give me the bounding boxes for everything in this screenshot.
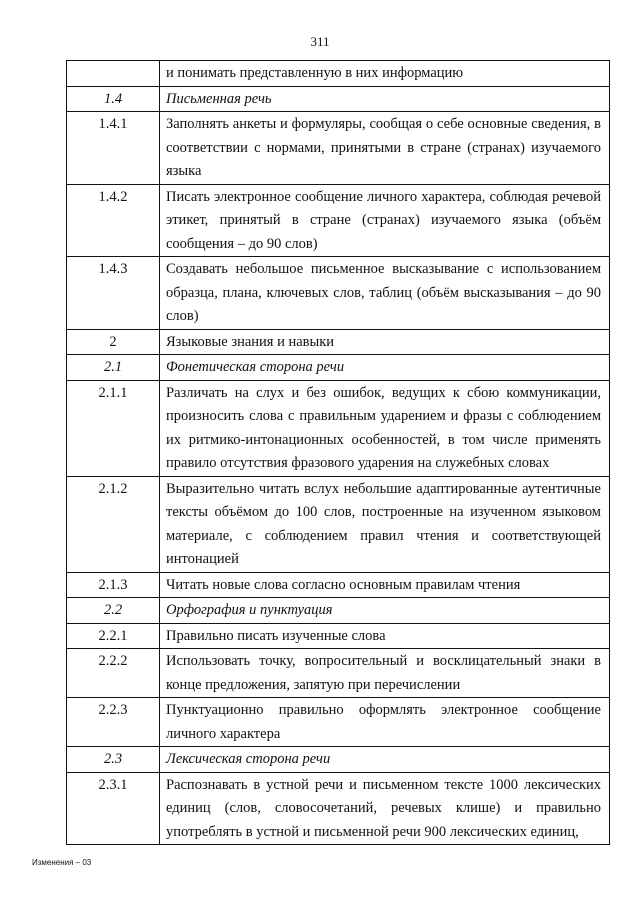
table-row <box>67 380 610 476</box>
table-row <box>67 698 610 747</box>
row-code-cell: 1.4 <box>67 86 160 112</box>
section-heading-cell: Фонетическая сторона речи <box>160 355 610 381</box>
footer-revision-note: Изменения – 03 <box>32 858 92 867</box>
row-text-cell: Распознавать в устной речи и письменном тексте 1000 лексических единиц (слов, словосочетаний, речевых клише) и правильно употреблять в устной и письменной речи 900 лексических единиц, <box>160 772 610 845</box>
row-code-cell: 1.4.3 <box>67 257 160 330</box>
table-row <box>67 476 610 572</box>
page-number: 311 <box>310 34 330 49</box>
row-code-cell: 2.3.1 <box>67 772 160 845</box>
row-text-cell: Использовать точку, вопросительный и восклицательный знаки в конце предложения, запятую при перечислении <box>160 649 610 698</box>
table-body <box>67 61 610 845</box>
row-text-cell: Выразительно читать вслух небольшие адаптированные аутентичные тексты объёмом до 100 слов, построенные на изученном языковом материале, с соблюдением правил чтения и соответствующей интонацией <box>160 476 610 572</box>
row-code-cell: 1.4.1 <box>67 112 160 185</box>
row-text-cell: Правильно писать изученные слова <box>160 623 610 649</box>
row-text-cell: Языковые знания и навыки <box>160 329 610 355</box>
row-text-cell: Заполнять анкеты и формуляры, сообщая о себе основные сведения, в соответствии с нормами, принятыми в стране (странах) изучаемого языка <box>160 112 610 185</box>
table-row <box>67 772 610 845</box>
table-row <box>67 623 610 649</box>
row-text-cell: Создавать небольшое письменное высказывание с использованием образца, плана, ключевых слов, таблиц (объём высказывания – до 90 слов) <box>160 257 610 330</box>
table-row <box>67 184 610 257</box>
row-code-cell: 2.3 <box>67 747 160 773</box>
row-code-cell <box>67 61 160 87</box>
row-code-cell: 2.1 <box>67 355 160 381</box>
row-code-cell: 2.2.2 <box>67 649 160 698</box>
row-code-cell: 2.2.1 <box>67 623 160 649</box>
row-code-cell: 2.1.1 <box>67 380 160 476</box>
table-row <box>67 257 610 330</box>
table-row <box>67 355 610 381</box>
row-code-cell: 2.2 <box>67 598 160 624</box>
row-text-cell: Писать электронное сообщение личного характера, соблюдая речевой этикет, принятый в стране (странах) изучаемого языка (объём сообщения – до 90 слов) <box>160 184 610 257</box>
table-row <box>67 329 610 355</box>
table-row <box>67 86 610 112</box>
table-row <box>67 649 610 698</box>
table-row <box>67 747 610 773</box>
curriculum-table <box>66 60 610 845</box>
table-row <box>67 572 610 598</box>
row-code-cell: 2 <box>67 329 160 355</box>
section-heading-cell: Лексическая сторона речи <box>160 747 610 773</box>
row-code-cell: 2.1.3 <box>67 572 160 598</box>
row-code-cell: 1.4.2 <box>67 184 160 257</box>
row-code-cell: 2.1.2 <box>67 476 160 572</box>
table-row <box>67 112 610 185</box>
table-row <box>67 598 610 624</box>
table-row <box>67 61 610 87</box>
row-text-cell: Читать новые слова согласно основным правилам чтения <box>160 572 610 598</box>
row-code-cell: 2.2.3 <box>67 698 160 747</box>
row-text-cell: Различать на слух и без ошибок, ведущих к сбою коммуникации, произносить слова с правильным ударением и фразы с соблюдением их ритмико-интонационных особенностей, в том числе применять правило отсутствия фразового ударения на служебных словах <box>160 380 610 476</box>
section-heading-cell: Орфография и пунктуация <box>160 598 610 624</box>
row-text-cell: и понимать представленную в них информацию <box>160 61 610 87</box>
row-text-cell: Пунктуационно правильно оформлять электронное сообщение личного характера <box>160 698 610 747</box>
section-heading-cell: Письменная речь <box>160 86 610 112</box>
